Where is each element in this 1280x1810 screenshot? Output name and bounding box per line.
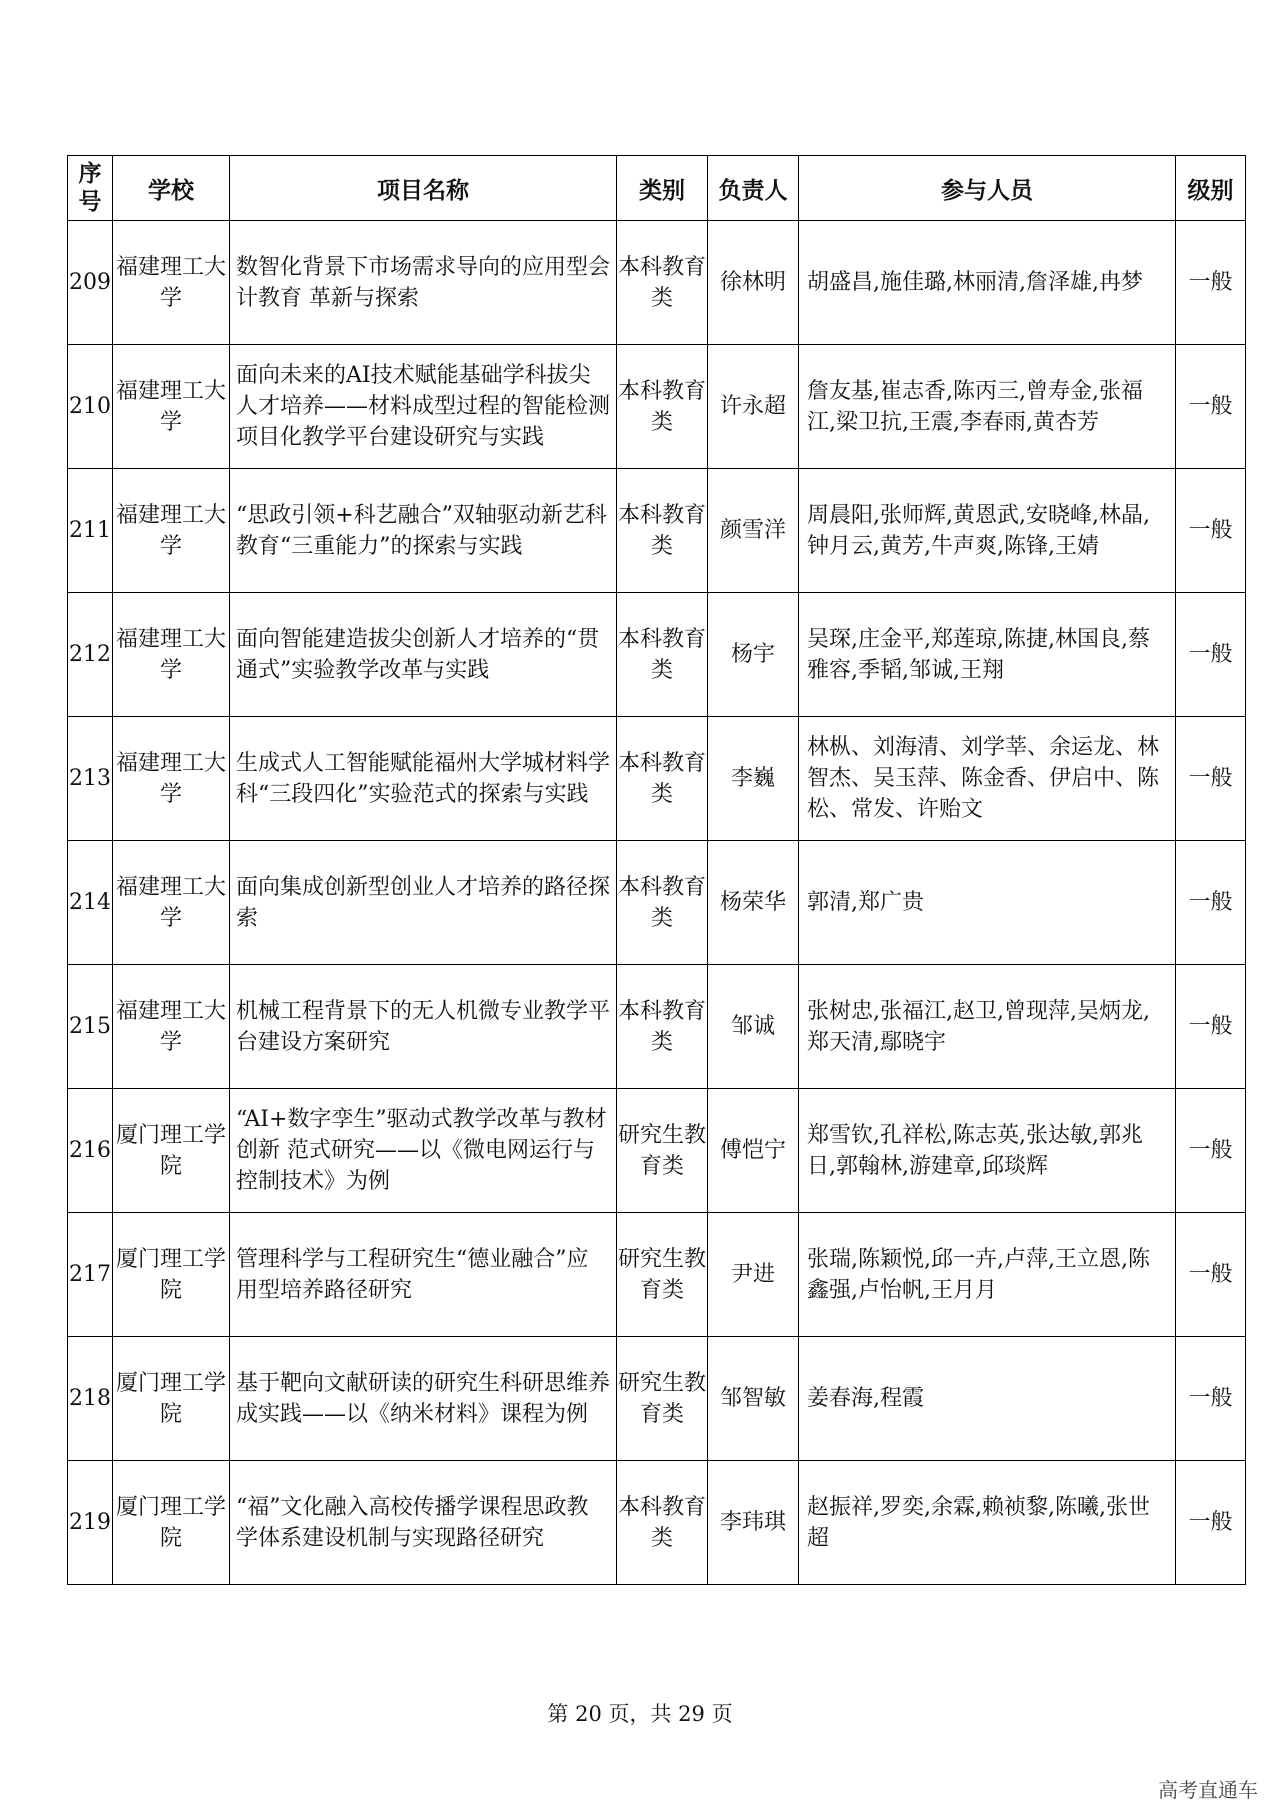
cell-school: 福建理工大学 <box>113 345 230 469</box>
cell-members: 胡盛昌,施佳璐,林丽清,詹泽雄,冉梦 <box>799 221 1176 345</box>
cell-category: 本科教育类 <box>617 717 708 841</box>
cell-category: 本科教育类 <box>617 221 708 345</box>
cell-members: 郑雪钦,孔祥松,陈志英,张达敏,郭兆日,郭翰林,游建章,邱琰辉 <box>799 1089 1176 1213</box>
cell-no: 216 <box>68 1089 113 1213</box>
cell-level: 一般 <box>1176 841 1246 965</box>
table-row <box>68 841 1246 965</box>
cell-level: 一般 <box>1176 1089 1246 1213</box>
cell-school: 厦门理工学院 <box>113 1213 230 1337</box>
cell-members: 郭清,郑广贵 <box>799 841 1176 965</box>
cell-category: 本科教育类 <box>617 841 708 965</box>
cell-category: 研究生教育类 <box>617 1337 708 1461</box>
cell-leader: 颜雪洋 <box>708 469 799 593</box>
cell-leader: 邹诚 <box>708 965 799 1089</box>
cell-school: 福建理工大学 <box>113 841 230 965</box>
cell-school: 福建理工大学 <box>113 221 230 345</box>
cell-members: 姜春海,程霞 <box>799 1337 1176 1461</box>
cell-level: 一般 <box>1176 593 1246 717</box>
header-level: 级别 <box>1176 156 1246 221</box>
cell-leader: 邹智敏 <box>708 1337 799 1461</box>
header-category: 类别 <box>617 156 708 221</box>
cell-category: 本科教育类 <box>617 965 708 1089</box>
cell-leader: 李巍 <box>708 717 799 841</box>
cell-no: 211 <box>68 469 113 593</box>
cell-leader: 杨宇 <box>708 593 799 717</box>
table-row <box>68 1337 1246 1461</box>
cell-name: 管理科学与工程研究生“德业融合”应用型培养路径研究 <box>230 1213 617 1337</box>
page-number-footer: 第 20 页，共 29 页 <box>547 1702 733 1726</box>
header-school: 学校 <box>113 156 230 221</box>
cell-members: 周晨阳,张师辉,黄恩武,安晓峰,林晶,钟月云,黄芳,牛声爽,陈锋,王婧 <box>799 469 1176 593</box>
cell-name: 面向集成创新型创业人才培养的路径探索 <box>230 841 617 965</box>
cell-members: 吴琛,庄金平,郑莲琼,陈捷,林国良,蔡雅容,季韬,邹诚,王翔 <box>799 593 1176 717</box>
cell-level: 一般 <box>1176 1461 1246 1585</box>
cell-school: 厦门理工学院 <box>113 1461 230 1585</box>
cell-school: 福建理工大学 <box>113 469 230 593</box>
cell-name: 面向智能建造拔尖创新人才培养的“贯通式”实验教学改革与实践 <box>230 593 617 717</box>
cell-members: 林枞、刘海清、刘学莘、余运龙、林智杰、吴玉萍、陈金香、伊启中、陈松、常发、许贻文 <box>799 717 1176 841</box>
cell-members: 张树忠,张福江,赵卫,曾现萍,吴炳龙,郑天清,鄢晓宇 <box>799 965 1176 1089</box>
table-row <box>68 469 1246 593</box>
cell-name: 数智化背景下市场需求导向的应用型会计教育 革新与探索 <box>230 221 617 345</box>
cell-name: 面向未来的AI技术赋能基础学科拔尖人才培养——材料成型过程的智能检测项目化教学平台建设研究与实践 <box>230 345 617 469</box>
header-leader: 负责人 <box>708 156 799 221</box>
cell-name: “思政引领+科艺融合”双轴驱动新艺科教育“三重能力”的探索与实践 <box>230 469 617 593</box>
cell-leader: 傅恺宁 <box>708 1089 799 1213</box>
cell-no: 210 <box>68 345 113 469</box>
table-row <box>68 1089 1246 1213</box>
cell-level: 一般 <box>1176 1213 1246 1337</box>
cell-school: 福建理工大学 <box>113 593 230 717</box>
cell-members: 詹友基,崔志香,陈丙三,曾寿金,张福江,梁卫抗,王震,李春雨,黄杏芳 <box>799 345 1176 469</box>
table-row <box>68 593 1246 717</box>
table-header-row <box>68 156 1246 221</box>
project-table <box>67 155 1246 1585</box>
cell-leader: 李玮琪 <box>708 1461 799 1585</box>
table-row <box>68 1461 1246 1585</box>
cell-category: 研究生教育类 <box>617 1213 708 1337</box>
cell-level: 一般 <box>1176 1337 1246 1461</box>
cell-name: “AI+数字孪生”驱动式教学改革与教材创新 范式研究——以《微电网运行与控制技术》为例 <box>230 1089 617 1213</box>
cell-category: 本科教育类 <box>617 593 708 717</box>
cell-name: “福”文化融入高校传播学课程思政教学体系建设机制与实现路径研究 <box>230 1461 617 1585</box>
header-no: 序号 <box>68 156 113 221</box>
cell-name: 生成式人工智能赋能福州大学城材料学科“三段四化”实验范式的探索与实践 <box>230 717 617 841</box>
cell-level: 一般 <box>1176 469 1246 593</box>
cell-members: 赵振祥,罗奕,余霖,赖祯黎,陈曦,张世超 <box>799 1461 1176 1585</box>
cell-school: 厦门理工学院 <box>113 1089 230 1213</box>
cell-no: 209 <box>68 221 113 345</box>
cell-leader: 杨荣华 <box>708 841 799 965</box>
cell-no: 212 <box>68 593 113 717</box>
cell-category: 研究生教育类 <box>617 1089 708 1213</box>
cell-level: 一般 <box>1176 717 1246 841</box>
table-row <box>68 221 1246 345</box>
table-row <box>68 965 1246 1089</box>
cell-no: 219 <box>68 1461 113 1585</box>
cell-leader: 尹进 <box>708 1213 799 1337</box>
cell-category: 本科教育类 <box>617 469 708 593</box>
cell-level: 一般 <box>1176 965 1246 1089</box>
cell-school: 福建理工大学 <box>113 965 230 1089</box>
cell-name: 基于靶向文献研读的研究生科研思维养成实践——以《纳米材料》课程为例 <box>230 1337 617 1461</box>
cell-level: 一般 <box>1176 221 1246 345</box>
table-row <box>68 345 1246 469</box>
cell-members: 张瑞,陈颖悦,邱一卉,卢萍,王立恩,陈鑫强,卢怡帆,王月月 <box>799 1213 1176 1337</box>
cell-level: 一般 <box>1176 345 1246 469</box>
cell-no: 217 <box>68 1213 113 1337</box>
header-name: 项目名称 <box>230 156 617 221</box>
cell-school: 福建理工大学 <box>113 717 230 841</box>
header-members: 参与人员 <box>799 156 1176 221</box>
cell-category: 本科教育类 <box>617 345 708 469</box>
cell-no: 214 <box>68 841 113 965</box>
cell-school: 厦门理工学院 <box>113 1337 230 1461</box>
cell-no: 218 <box>68 1337 113 1461</box>
table-row <box>68 717 1246 841</box>
cell-name: 机械工程背景下的无人机微专业教学平台建设方案研究 <box>230 965 617 1089</box>
cell-category: 本科教育类 <box>617 1461 708 1585</box>
cell-no: 215 <box>68 965 113 1089</box>
cell-leader: 许永超 <box>708 345 799 469</box>
table-row <box>68 1213 1246 1337</box>
cell-no: 213 <box>68 717 113 841</box>
watermark-text: 高考直通车 <box>1158 1778 1258 1802</box>
cell-leader: 徐林明 <box>708 221 799 345</box>
